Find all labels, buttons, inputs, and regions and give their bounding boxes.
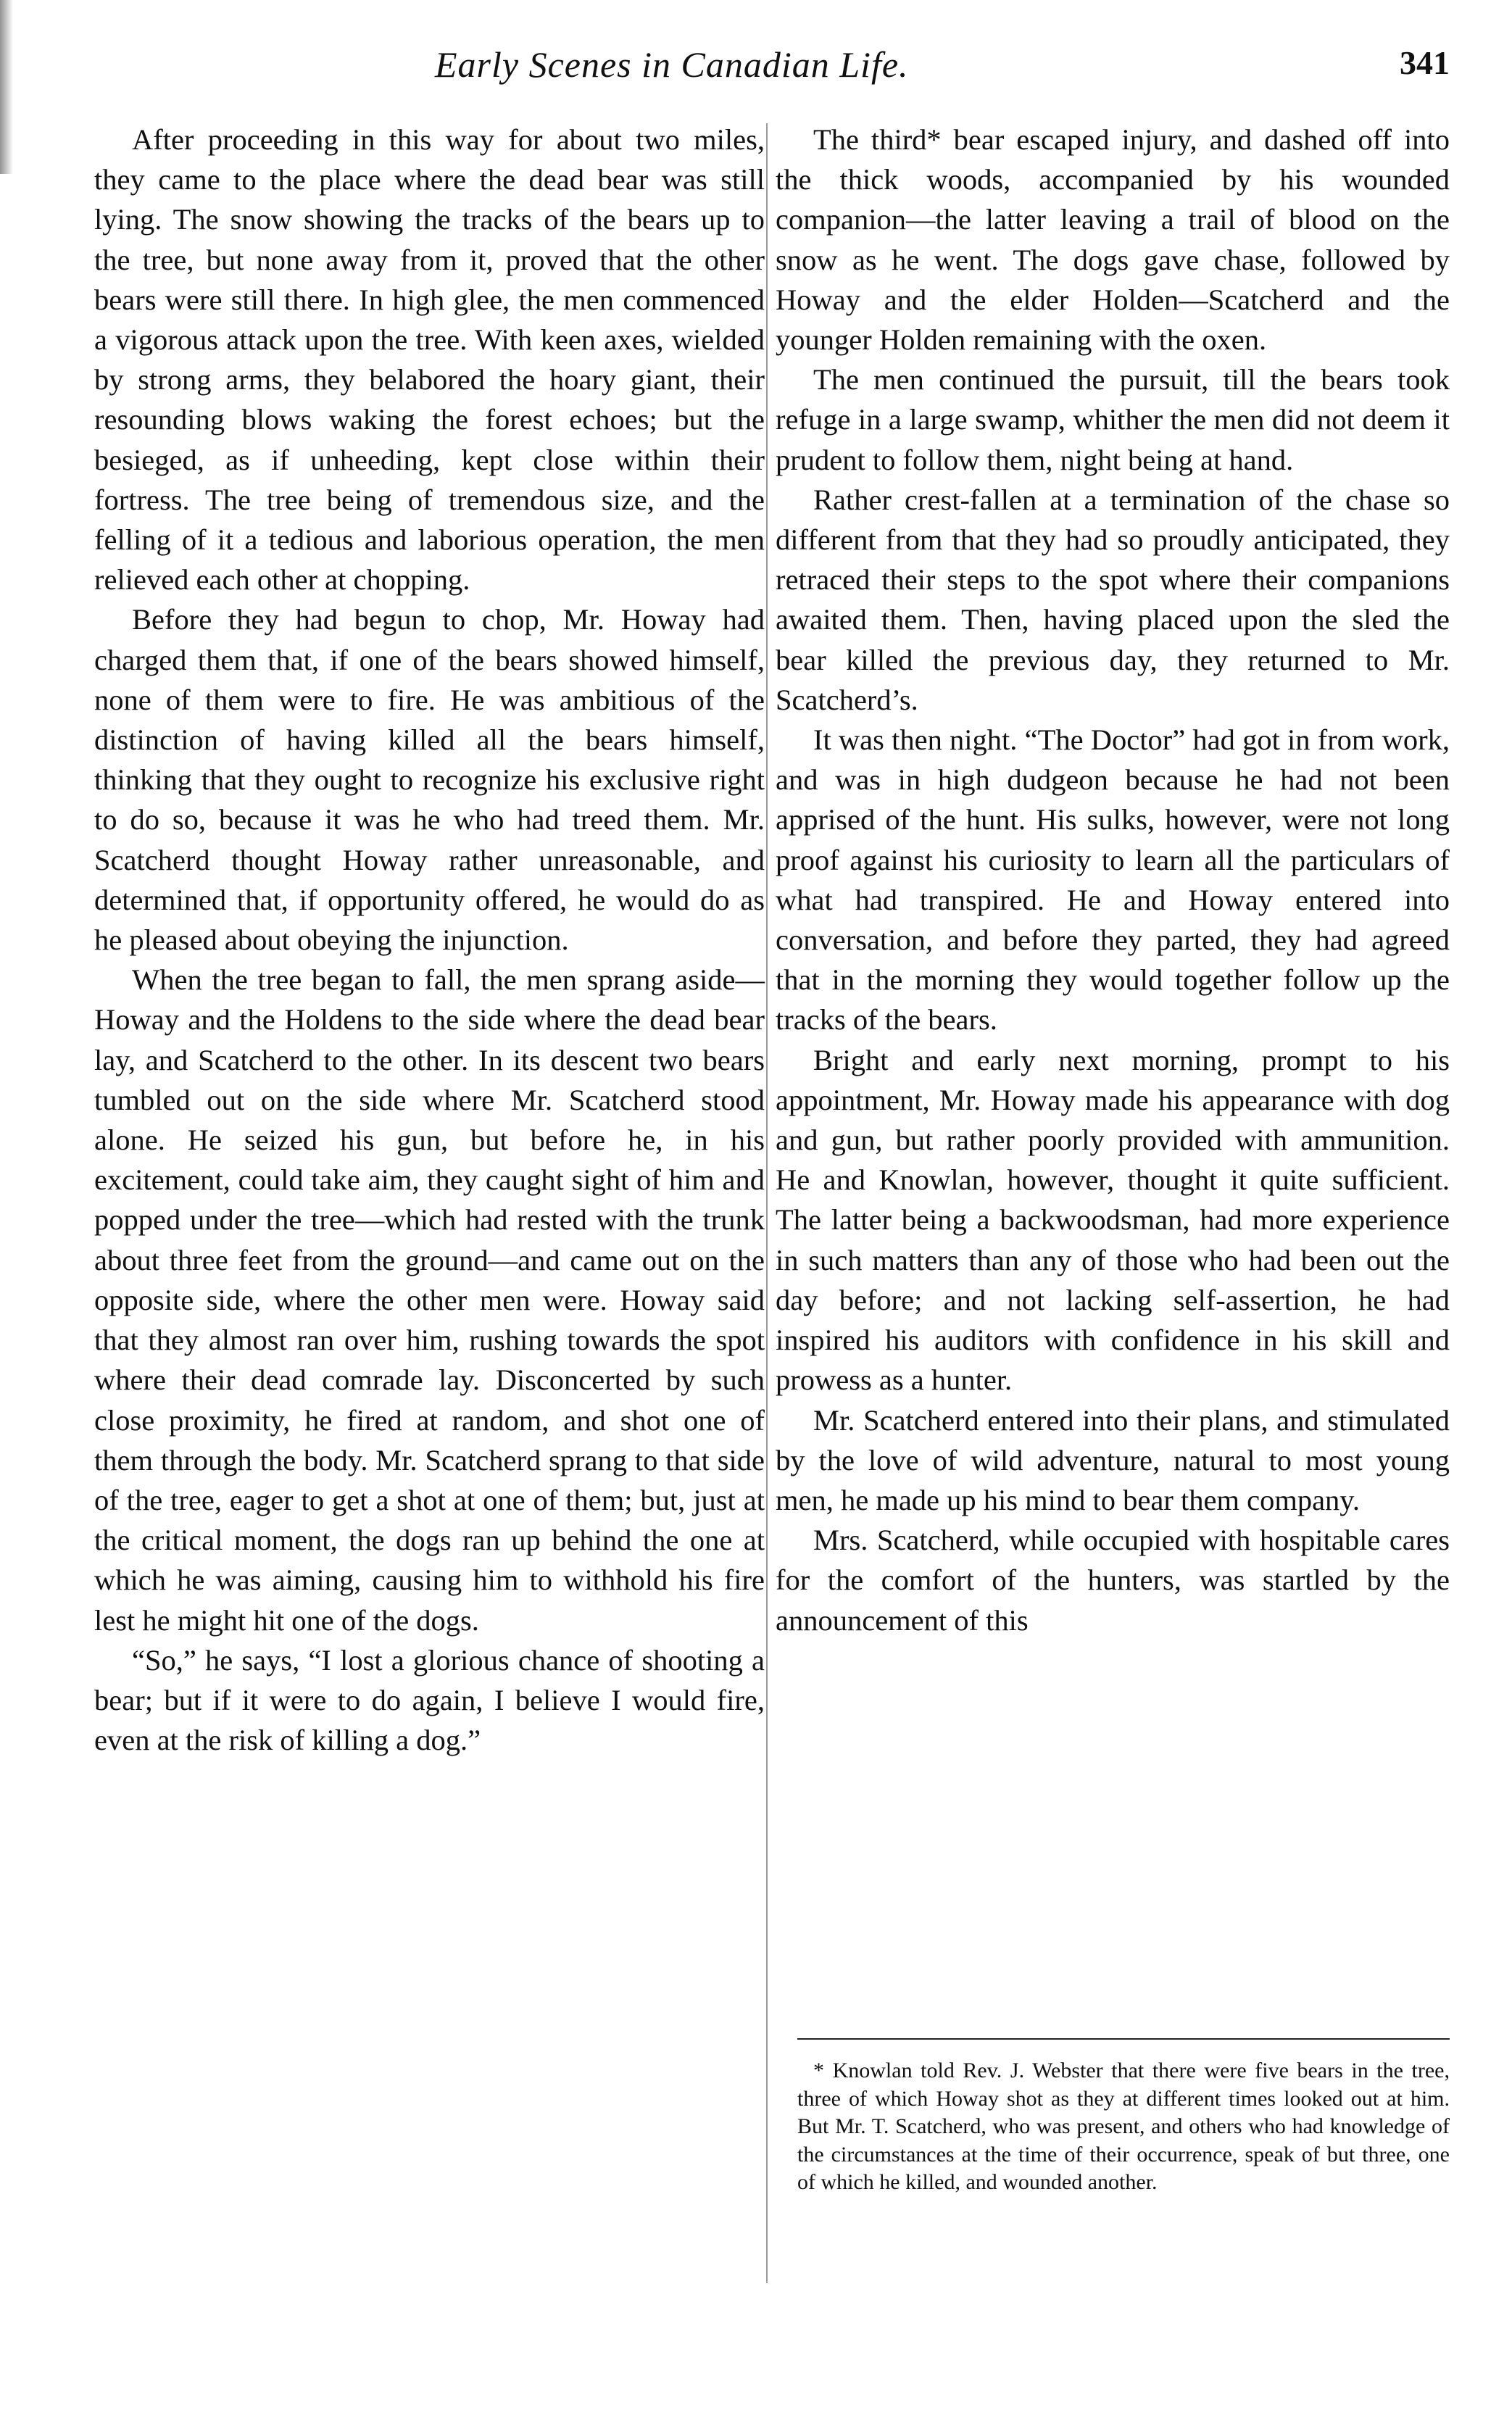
footnote: * Knowlan told Rev. J. Webster that there were five bears in the tree, three of which Howay shot as they at different times looked out at him. But Mr. T. Scatcherd, who was present, and others who had knowledge of the circumstances at the time of their occurrence, speak of but three, one of which he killed, and wounded another.	[797, 2059, 1450, 2194]
paragraph: Rather crest-fallen at a termination of the chase so different from that they had so proudly anticipated, they retraced their steps to the spot where their companions awaited them. Then, having placed upon the sled the bear killed the previous day, they returned to Mr. Scatcherd’s.	[776, 483, 1450, 716]
page-header	[94, 43, 1457, 101]
paragraph: Mrs. Scatcherd, while occupied with hospitable cares for the comfort of the hunters, was startled by the announcement of this	[776, 1524, 1450, 1637]
page-number: 341	[1400, 44, 1450, 81]
paragraph: The men continued the pursuit, till the bears took refuge in a large swamp, whither the men did not deem it prudent to follow them, night being at hand.	[776, 363, 1450, 476]
running-title: Early Scenes in Canadian Life.	[435, 44, 909, 85]
paragraph: Bright and early next morning, prompt to his appointment, Mr. Howay made his appearance with dog and gun, but rather poorly provided with ammunition. He and Knowlan, however, thought it quite sufficient. The latter being a backwoodsman, had more experience in such matters than any of those who had been out the day before; and not lacking self-assertion, he had inspired his auditors with confidence in his skill and prowess as a hunter.	[776, 1043, 1450, 1397]
paragraph: Before they had begun to chop, Mr. Howay had charged them that, if one of the bears showed himself, none of them were to fire. He was ambitious of the distinction of having killed all the bears himself, thinking that they ought to recognize his exclusive right to do so, because it was he who had treed them. Mr. Scatcherd thought Howay rather unreasonable, and determined that, if opportunity offered, he would do as he pleased about obeying the injunction.	[94, 603, 765, 957]
paragraph: When the tree began to fall, the men sprang aside—Howay and the Holdens to the side where the dead bear lay, and Scatcherd to the other. In its descent two bears tumbled out on the side where Mr. Scatcherd stood alone. He seized his gun, but before he, in his excitement, could take aim, they caught sight of him and popped under the tree—which had rested with the trunk about three feet from the ground—and came out on the opposite side, where the other men were. Howay said that they almost ran over him, rushing towards the spot where their dead comrade lay. Disconcerted by such close proximity, he fired at random, and shot one of them through the body. Mr. Scatcherd sprang to that side of the tree, eager to get a shot at one of them; but, just at the critical moment, the dogs ran up behind the one at which he was aiming, causing him to withhold his fire lest he might hit one of the dogs.	[94, 963, 765, 1637]
paragraph: Mr. Scatcherd entered into their plans, and stimulated by the love of wild adventure, natural to most young men, he made up his mind to bear them company.	[776, 1403, 1450, 1516]
paragraph: “So,” he says, “I lost a glorious chance of shooting a bear; but if it were to do again, I believe I would fire, even at the risk of killing a dog.”	[94, 1643, 765, 1757]
paragraph: After proceeding in this way for about two miles, they came to the place where the dead bear was still lying. The snow showing the tracks of the bears up to the tree, but none away from it, proved that the other bears were still there. In high glee, the men commenced a vigorous attack upon the tree. With keen axes, wielded by strong arms, they belabored the hoary giant, their resounding blows waking the forest echoes; but the besieged, as if unheeding, kept close within their fortress. The tree being of tremendous size, and the felling of it a tedious and laborious operation, the men relieved each other at chopping.	[94, 123, 765, 597]
right-column	[776, 120, 1450, 1640]
page-edge-shadow	[0, 0, 13, 174]
column-divider	[766, 123, 768, 2283]
paragraph: It was then night. “The Doctor” had got in from work, and was in high dudgeon because he had not been apprised of the hunt. His sulks, however, were not long proof against his curiosity to learn all the particulars of what had transpired. He and Howay entered into conversation, and before they parted, they had agreed that in the morning they would together follow up the tracks of the bears.	[776, 723, 1450, 1037]
paragraph: The third* bear escaped injury, and dashed off into the thick woods, accompanied by his wounded companion—the latter leaving a trail of blood on the snow as he went. The dogs gave chase, followed by Howay and the elder Holden—Scatcherd and the younger Holden remaining with the oxen.	[776, 123, 1450, 357]
left-column	[94, 120, 765, 1760]
footnote-rule	[797, 2038, 1450, 2040]
